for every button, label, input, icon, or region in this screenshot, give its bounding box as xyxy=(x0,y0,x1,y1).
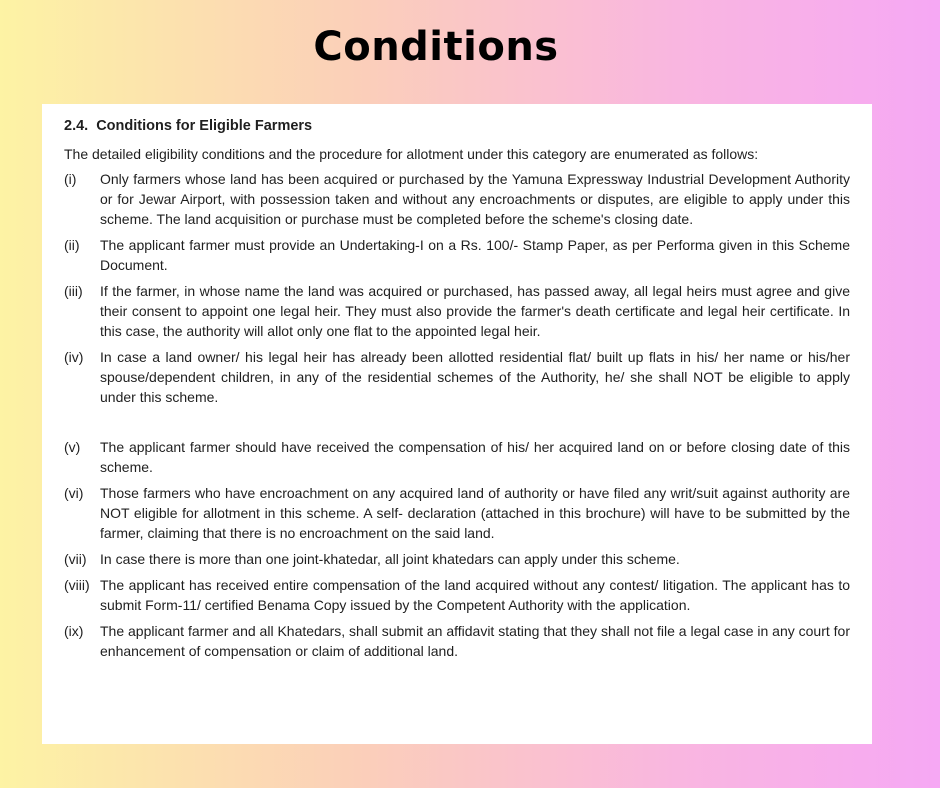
condition-item xyxy=(64,575,850,615)
section-title xyxy=(64,116,850,136)
condition-item xyxy=(64,347,850,407)
condition-number: (i) xyxy=(64,171,77,187)
conditions-list xyxy=(64,169,850,661)
condition-number: (vii) xyxy=(64,551,87,567)
condition-text: In case a land owner/ his legal heir has already been allotted residential flat/ built up flats in his/ her name or his/her spouse/dependent children, in any of the residential schemes of the Authority, he/ she shall NOT be eligible to apply under this scheme. xyxy=(100,349,850,405)
condition-text: The applicant has received entire compensation of the land acquired without any contest/ litigation. The applicant has to submit Form-11/ certified Benama Copy issued by the Competent Authority with the application. xyxy=(100,577,850,613)
condition-item xyxy=(64,437,850,477)
page-heading: Conditions xyxy=(313,24,559,70)
condition-text: The applicant farmer must provide an Undertaking-I on a Rs. 100/- Stamp Paper, as per Performa given in this Scheme Document. xyxy=(100,237,850,273)
condition-number: (iv) xyxy=(64,349,84,365)
condition-text: The applicant farmer should have received the compensation of his/ her acquired land on or before closing date of this scheme. xyxy=(100,439,850,475)
condition-number: (vi) xyxy=(64,485,84,501)
condition-number: (ii) xyxy=(64,237,80,253)
condition-item xyxy=(64,169,850,229)
condition-item xyxy=(64,549,850,569)
condition-number: (viii) xyxy=(64,577,90,593)
section-number: 2.4. xyxy=(64,118,89,134)
condition-text: Only farmers whose land has been acquired or purchased by the Yamuna Expressway Industrial Development Authority or for Jewar Airport, with possession taken and without any encroachments or disputes, are eligible to apply under this scheme. The land acquisition or purchase must be completed before the scheme's closing date. xyxy=(100,171,850,227)
condition-text: Those farmers who have encroachment on any acquired land of authority or have filed any writ/suit against authority are NOT eligible for allotment in this scheme. A self- declaration (attached in this brochure) will have to be submitted by the farmer, claiming that there is no encroachment on the said land. xyxy=(100,485,850,541)
condition-text: The applicant farmer and all Khatedars, shall submit an affidavit stating that they shall not file a legal case in any court for enhancement of compensation or claim of additional land. xyxy=(100,623,850,659)
condition-number: (v) xyxy=(64,439,81,455)
condition-item xyxy=(64,483,850,543)
condition-item xyxy=(64,621,850,661)
intro-paragraph: The detailed eligibility conditions and the procedure for allotment under this category are enumerated as follows: xyxy=(64,146,759,162)
condition-item xyxy=(64,281,850,341)
condition-number: (iii) xyxy=(64,283,83,299)
condition-item xyxy=(64,235,850,275)
condition-text: In case there is more than one joint-khatedar, all joint khatedars can apply under this scheme. xyxy=(100,551,680,567)
condition-text: If the farmer, in whose name the land was acquired or purchased, has passed away, all legal heirs must agree and give their consent to appoint one legal heir. They must also provide the farmer's death certificate and legal heir certificate. In this case, the authority will allot only one flat to the appointed legal heir. xyxy=(100,283,850,339)
section-title-text: Conditions for Eligible Farmers xyxy=(96,118,313,134)
document-excerpt xyxy=(42,104,872,744)
condition-number: (ix) xyxy=(64,623,84,639)
